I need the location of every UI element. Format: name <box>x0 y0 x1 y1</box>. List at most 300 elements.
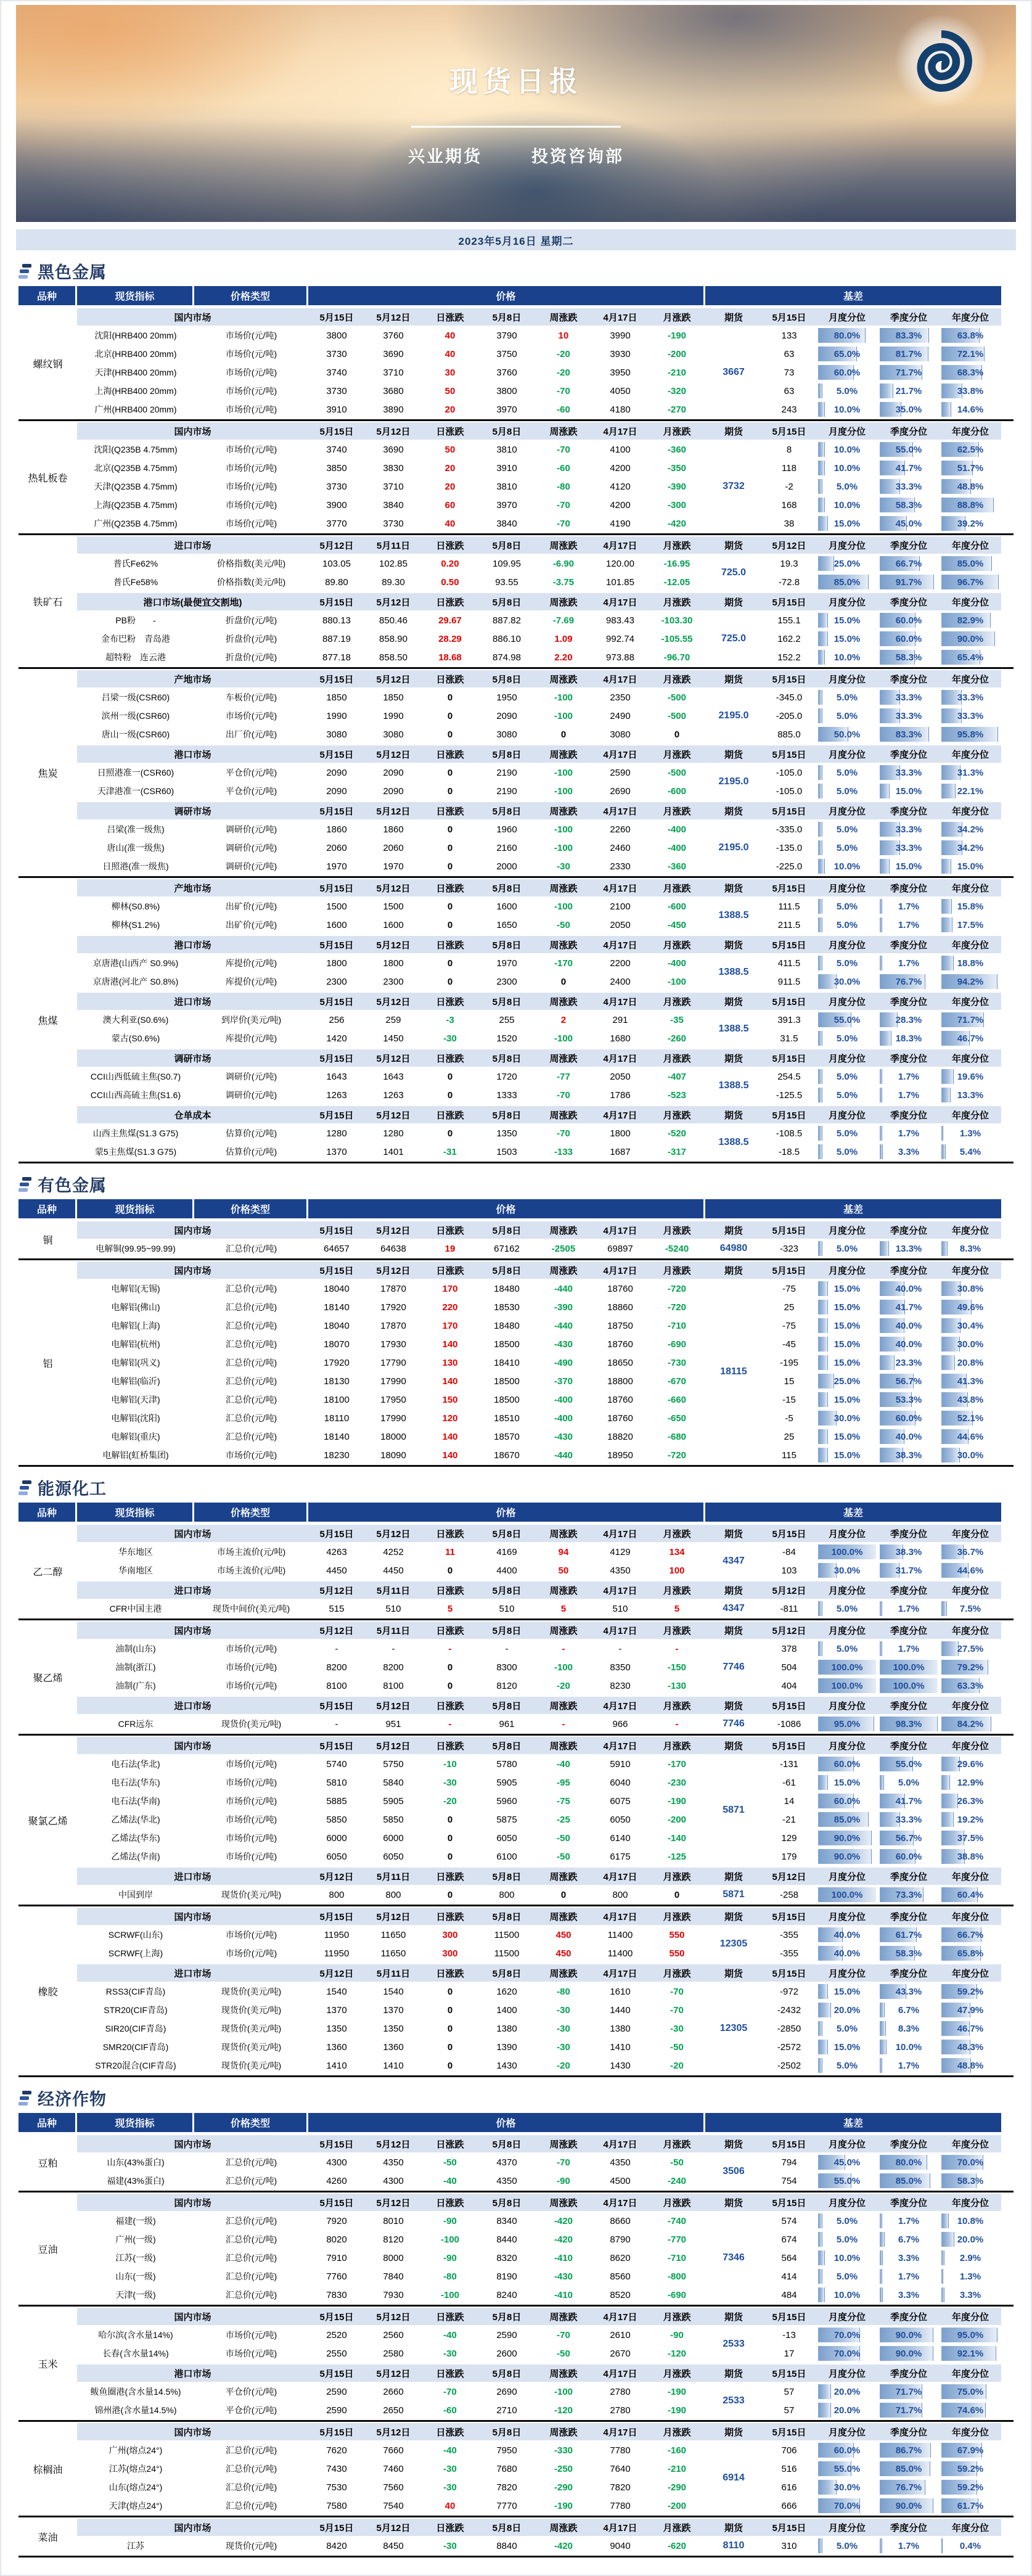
percentile-value: 30.0% <box>833 976 861 987</box>
percentile-value: 76.7% <box>895 2482 922 2493</box>
header-variety: 品种 <box>18 1503 77 1522</box>
change-cell: -170 <box>667 1758 687 1770</box>
monthly-percentile-cell <box>818 1755 876 1773</box>
section-title-text: 黑色金属 <box>38 263 107 282</box>
column-header: 年度分位 <box>940 2519 1001 2536</box>
change-cell: -7.69 <box>552 615 575 626</box>
column-header: 期货 <box>705 593 762 610</box>
quarterly-percentile-cell <box>880 2154 938 2171</box>
indicator-cell: 天津(熔点24°) <box>109 2501 163 2511</box>
yearly-percentile-cell <box>941 1774 999 1791</box>
percentile-value: 36.7% <box>957 1546 984 1557</box>
percentile-value: 65.0% <box>833 348 861 359</box>
basis-cell: 391.3 <box>777 1014 801 1025</box>
change-cell: 19 <box>444 1243 456 1254</box>
percentile-value: 60.4% <box>957 1889 984 1900</box>
section-title-text: 有色金属 <box>38 1176 107 1195</box>
column-header: 季度分位 <box>878 422 940 440</box>
change-cell: -70 <box>557 2157 570 2168</box>
price-cell: 1786 <box>610 1089 631 1101</box>
price-cell: 1680 <box>610 1033 631 1044</box>
percentile-value: 75.0% <box>957 2386 984 2397</box>
commodity-block <box>18 421 1014 535</box>
column-header: 4月17日 <box>592 2135 649 2152</box>
change-cell: -100 <box>554 842 573 853</box>
percentile-value: 30.8% <box>957 1283 984 1294</box>
percentile-value: 27.5% <box>957 1643 984 1654</box>
monthly-percentile-cell <box>818 2286 876 2303</box>
price-cell: 7660 <box>383 2445 404 2456</box>
basis-cell: -75 <box>782 1283 796 1294</box>
change-cell: -350 <box>667 462 687 474</box>
price-type-cell: 调研价(元/吨) <box>225 1090 277 1100</box>
futures-price: 2195.0 <box>718 842 749 853</box>
column-header: 日涨跌 <box>422 422 478 440</box>
yearly-percentile-cell <box>941 1926 999 1943</box>
price-cell: 1600 <box>496 901 517 912</box>
monthly-percentile-cell <box>818 1829 876 1847</box>
price-type-cell: 到岸价(美元/吨) <box>221 1015 282 1025</box>
yearly-percentile-cell <box>941 382 999 400</box>
price-type-cell: 汇总价(元/吨) <box>225 1321 277 1331</box>
change-cell: -30 <box>443 2348 457 2359</box>
change-cell: -60 <box>557 462 570 474</box>
change-cell: -50 <box>557 1832 570 1844</box>
price-cell: 1600 <box>326 919 347 930</box>
column-header: 年度分位 <box>940 1697 1001 1714</box>
yearly-percentile-cell <box>941 1240 999 1257</box>
basis-cell: -195 <box>779 1357 799 1368</box>
price-cell: 9040 <box>610 2540 631 2551</box>
price-type-cell: 平仓价(元/吨) <box>225 768 277 777</box>
column-header: 5月8日 <box>478 1106 535 1123</box>
change-cell: 550 <box>669 1929 685 1940</box>
change-cell: -190 <box>667 2386 687 2397</box>
change-cell: -133 <box>554 1146 573 1157</box>
column-header: 期货 <box>705 1261 762 1279</box>
column-header: 5月15日 <box>762 2135 816 2152</box>
column-header: 月涨跌 <box>649 1908 705 1925</box>
monthly-percentile-cell <box>818 1715 876 1733</box>
percentile-value: 5.0% <box>836 1033 858 1044</box>
column-header: 期货 <box>705 745 762 763</box>
monthly-percentile-cell <box>818 2402 876 2419</box>
basis-cell: -355 <box>779 1929 799 1940</box>
header-price_group: 价格 <box>308 2113 705 2132</box>
change-cell: -400 <box>667 824 687 835</box>
change-cell: -390 <box>667 481 687 492</box>
column-header: 5月12日 <box>762 1581 816 1599</box>
price-type-cell: 市场价(元/吨) <box>225 386 277 396</box>
basis-cell: 111.5 <box>778 901 800 912</box>
column-header: 4月17日 <box>592 879 649 896</box>
indicator-cell: 普氏Fe58% <box>113 577 158 587</box>
price-cell: 1350 <box>496 1128 517 1139</box>
commodity-name: 玉米 <box>38 2359 58 2370</box>
market-subsection <box>77 935 1014 991</box>
percentile-value: 21.7% <box>895 385 922 396</box>
change-cell: -200 <box>667 1814 687 1825</box>
price-cell: 11950 <box>324 1929 350 1940</box>
change-cell: -95 <box>557 1777 570 1788</box>
column-header: 日涨跌 <box>422 1261 478 1279</box>
column-header: 季度分位 <box>878 2308 940 2325</box>
price-cell: 5905 <box>383 1795 404 1807</box>
column-header: 5月15日 <box>308 879 365 896</box>
change-cell: -5240 <box>665 1243 689 1254</box>
column-header: 季度分位 <box>878 670 940 687</box>
change-cell: 120 <box>442 1413 458 1424</box>
monthly-percentile-cell <box>818 689 876 706</box>
yearly-percentile-cell <box>941 2268 999 2285</box>
report-title: 现货日报 <box>449 65 583 97</box>
price-cell: 6000 <box>383 1832 404 1844</box>
market-label: 国内市场 <box>77 1261 308 1279</box>
column-header: 5月15日 <box>762 1049 816 1067</box>
monthly-percentile-cell <box>818 1011 876 1028</box>
column-header: 5月12日 <box>365 879 422 896</box>
basis-cell: 378 <box>781 1643 797 1654</box>
price-cell: 4100 <box>610 444 631 455</box>
indicator-cell: 江苏(一级) <box>115 2253 156 2263</box>
price-cell: 2590 <box>496 2329 517 2340</box>
price-cell: 510 <box>612 1603 628 1614</box>
price-cell: 800 <box>385 1889 401 1900</box>
yearly-percentile-cell <box>941 2154 999 2171</box>
basis-cell: -15 <box>782 1394 796 1405</box>
price-type-cell: 汇总价(元/吨) <box>225 2157 277 2167</box>
column-header: 年度分位 <box>940 745 1001 763</box>
column-header: 5月15日 <box>308 670 365 687</box>
price-cell: 1350 <box>326 2023 347 2034</box>
percentile-value: 3.3% <box>959 2289 981 2300</box>
column-header: 5月12日 <box>365 2135 422 2152</box>
percentile-value: 20.0% <box>833 2405 861 2416</box>
percentile-value: 5.0% <box>836 824 858 835</box>
commodity-block <box>18 2134 1014 2192</box>
price-cell: 4200 <box>610 462 631 474</box>
futures-price: 1388.5 <box>718 1080 749 1091</box>
basis-cell: -225.0 <box>776 861 803 872</box>
percentile-value: 3.3% <box>898 1146 920 1157</box>
percentile-value: 5.0% <box>836 1128 858 1139</box>
column-header: 月度分位 <box>816 1697 878 1714</box>
quarterly-percentile-cell <box>880 1240 938 1257</box>
price-cell: 18230 <box>324 1450 350 1461</box>
quarterly-percentile-cell <box>880 1886 938 1903</box>
section-title <box>18 2090 1031 2108</box>
commodity-subsections <box>77 2517 1014 2556</box>
indicator-cell: 油制(广东) <box>115 1681 156 1691</box>
percentile-value: 5.4% <box>959 1146 981 1157</box>
monthly-percentile-cell <box>818 515 876 532</box>
column-header: 月涨跌 <box>649 670 705 687</box>
price-cell: 7430 <box>326 2463 347 2474</box>
column-header: 5月12日 <box>308 536 365 554</box>
basis-cell: 794 <box>781 2157 797 2168</box>
price-cell: 8300 <box>496 1662 517 1673</box>
indicator-cell: 金布巴粉 青岛港 <box>101 634 170 644</box>
price-cell: 8240 <box>496 2289 517 2300</box>
column-header: 月度分位 <box>816 2423 878 2440</box>
column-header: 月度分位 <box>816 1049 878 1067</box>
percentile-value: 56.7% <box>895 1376 922 1387</box>
indicator-cell: 日照港(准一级焦) <box>102 861 169 871</box>
percentile-value: 41.3% <box>957 1376 984 1387</box>
section-table <box>18 286 1014 1163</box>
column-header: 5月15日 <box>308 1221 365 1239</box>
price-cell: 17990 <box>380 1376 406 1387</box>
price-type-cell: 现货价(美元/吨) <box>221 2005 282 2015</box>
monthly-percentile-cell <box>818 1030 876 1047</box>
change-cell: -420 <box>554 2234 573 2245</box>
indicator-cell: 广州(Q235B 4.75mm) <box>94 519 178 528</box>
column-header: 月涨跌 <box>649 2135 705 2152</box>
commodity-subsections <box>77 2134 1014 2191</box>
column-header: 年度分位 <box>940 802 1001 819</box>
column-header: 月涨跌 <box>649 308 705 326</box>
change-cell: -20 <box>443 1795 457 1807</box>
quarterly-percentile-cell <box>880 1125 938 1142</box>
change-cell: -100 <box>440 2289 460 2300</box>
price-cell: 11500 <box>494 1948 520 1959</box>
column-header: 周涨跌 <box>535 1106 592 1123</box>
price-type-cell: 汇总价(元/吨) <box>225 2501 277 2511</box>
market-subsection <box>77 2363 1014 2420</box>
commodity-name: 螺纹钢 <box>33 359 63 370</box>
change-cell: -650 <box>667 1413 687 1424</box>
basis-cell: -335.0 <box>776 824 803 835</box>
percentile-value: 12.9% <box>957 1777 984 1788</box>
indicator-cell: SCRWF(山东) <box>108 1930 163 1940</box>
change-cell: 1.09 <box>554 633 573 644</box>
market-label: 调研市场 <box>77 1049 308 1067</box>
column-header: 5月8日 <box>478 536 535 554</box>
header-price_type: 价格类型 <box>194 2113 308 2132</box>
column-header: 日涨跌 <box>422 1868 478 1885</box>
price-type-cell: 车板价(元/吨) <box>225 692 277 702</box>
change-cell: -440 <box>554 1283 573 1294</box>
monthly-percentile-cell <box>818 2057 876 2074</box>
column-header: 年度分位 <box>940 2423 1001 2440</box>
column-header: 5月12日 <box>365 1908 422 1925</box>
column-header: 月度分位 <box>816 1622 878 1639</box>
change-cell: -40 <box>443 2445 457 2456</box>
column-header: 5月15日 <box>762 670 816 687</box>
price-cell: 1970 <box>383 861 404 872</box>
price-cell: 2300 <box>496 976 517 987</box>
section-bullet-icon <box>18 263 31 281</box>
table-header-row <box>18 286 1014 305</box>
column-header: 5月12日 <box>365 2194 422 2211</box>
column-header: 年度分位 <box>940 1261 1001 1279</box>
price-type-cell: 折盘价(元/吨) <box>225 634 277 644</box>
section-bullet-icon <box>18 2090 31 2108</box>
price-cell: 3840 <box>383 499 404 511</box>
change-cell: -500 <box>667 767 687 778</box>
monthly-percentile-cell <box>818 1068 876 1085</box>
indicator-cell: 京唐港(河北产 S0.8%) <box>92 977 179 987</box>
market-subsection <box>77 421 1014 533</box>
price-cell: 2490 <box>610 710 631 721</box>
column-header: 5月12日 <box>365 1737 422 1754</box>
quarterly-percentile-cell <box>880 1086 938 1104</box>
percentile-value: 22.1% <box>957 786 984 797</box>
column-header: 月涨跌 <box>649 1106 705 1123</box>
price-type-cell: 市场价(元/吨) <box>225 463 277 473</box>
change-cell: -440 <box>554 1320 573 1331</box>
price-cell: 6040 <box>610 1777 631 1788</box>
quarterly-percentile-cell <box>880 2383 938 2400</box>
monthly-percentile-cell <box>818 898 876 915</box>
change-cell: 0 <box>447 958 453 969</box>
quarterly-percentile-cell <box>880 2268 938 2285</box>
column-header: 5月15日 <box>762 2308 816 2325</box>
change-cell: -190 <box>667 1795 687 1807</box>
price-type-cell: 折盘价(元/吨) <box>225 652 277 662</box>
column-header: 日涨跌 <box>422 936 478 953</box>
price-cell: 6175 <box>610 1851 631 1862</box>
percentile-value: 95.0% <box>833 1718 861 1729</box>
basis-cell: -5 <box>785 1413 793 1424</box>
column-header: 4月17日 <box>592 745 649 763</box>
basis-cell: 666 <box>781 2500 797 2511</box>
percentile-value: 28.3% <box>895 1014 922 1025</box>
percentile-value: 85.0% <box>895 2175 922 2186</box>
column-header: 日涨跌 <box>422 993 478 1010</box>
section-title <box>18 1479 1031 1498</box>
price-cell: 7820 <box>496 2482 517 2493</box>
column-header: 期货 <box>705 422 762 440</box>
yearly-percentile-cell <box>941 478 999 495</box>
price-cell: 89.30 <box>382 576 405 588</box>
basis-cell: -345.0 <box>776 692 803 703</box>
percentile-value: 40.0% <box>833 1948 861 1959</box>
quarterly-percentile-cell <box>880 2345 938 2362</box>
monthly-percentile-cell <box>818 2537 876 2554</box>
change-cell: -100 <box>554 1662 573 1673</box>
indicator-cell: SIR20(CIF青岛) <box>105 2024 166 2033</box>
yearly-percentile-cell <box>941 1600 999 1617</box>
column-header: 5月15日 <box>308 2423 365 2440</box>
quarterly-percentile-cell <box>880 1446 938 1464</box>
quarterly-percentile-cell <box>880 2249 938 2266</box>
price-cell: 256 <box>329 1014 345 1025</box>
yearly-percentile-cell <box>941 1125 999 1142</box>
futures-price: 4347 <box>723 1603 745 1614</box>
monthly-percentile-cell <box>818 764 876 781</box>
percentile-value: 67.9% <box>957 2445 984 2456</box>
price-cell: 7780 <box>610 2445 631 2456</box>
column-header: 年度分位 <box>940 2194 1001 2211</box>
percentile-value: 26.3% <box>957 1795 984 1807</box>
column-header: 5月15日 <box>762 745 816 763</box>
price-cell: 1540 <box>383 1986 404 1997</box>
change-cell: -96.70 <box>663 652 690 663</box>
percentile-value: 33.3% <box>895 481 922 492</box>
market-subsection <box>77 1866 1014 1905</box>
column-header: 周涨跌 <box>535 802 592 819</box>
percentile-value: 5.0% <box>836 1643 858 1654</box>
price-cell: 7760 <box>326 2271 347 2282</box>
column-header: 周涨跌 <box>535 2365 592 2382</box>
change-cell: -90 <box>443 2252 457 2263</box>
percentile-value: 94.2% <box>957 976 984 987</box>
change-cell: -3 <box>446 1014 454 1025</box>
section-table <box>18 1503 1014 2077</box>
yearly-percentile-cell <box>941 2057 999 2074</box>
change-cell: 0.50 <box>441 576 459 588</box>
column-header: 4月17日 <box>592 536 649 554</box>
basis-cell: 484 <box>781 2289 797 2300</box>
price-cell: 69897 <box>607 1243 633 1254</box>
price-cell: 8340 <box>496 2215 517 2226</box>
change-cell: -600 <box>667 786 687 797</box>
monthly-percentile-cell <box>818 1600 876 1617</box>
column-header: 5月12日 <box>365 745 422 763</box>
basis-cell: 31.5 <box>780 1033 798 1044</box>
column-header: 季度分位 <box>878 1908 940 1925</box>
basis-cell: 706 <box>781 2445 797 2456</box>
monthly-percentile-cell <box>818 782 876 800</box>
monthly-percentile-cell <box>818 364 876 381</box>
column-header: 5月8日 <box>478 1581 535 1599</box>
monthly-percentile-cell <box>818 441 876 458</box>
change-cell: -370 <box>554 1376 573 1387</box>
price-cell: 2190 <box>496 786 517 797</box>
price-cell: 3690 <box>383 444 404 455</box>
column-header: 5月15日 <box>308 802 365 819</box>
percentile-value: 38.3% <box>895 1450 922 1461</box>
price-cell: 18510 <box>494 1413 520 1424</box>
price-cell: 3770 <box>326 518 347 529</box>
commodity-block <box>18 669 1014 878</box>
monthly-percentile-cell <box>818 1983 876 2000</box>
market-label: 国内市场 <box>77 1737 308 1754</box>
price-cell: 93.55 <box>495 576 518 588</box>
change-cell: 60 <box>444 499 456 511</box>
percentile-value: 5.0% <box>836 958 858 969</box>
column-header: 5月8日 <box>478 308 535 326</box>
basis-cell: -355 <box>779 1948 799 1959</box>
market-subsection <box>77 801 1014 876</box>
price-cell: - <box>335 1643 338 1654</box>
column-header: 5月15日 <box>308 422 365 440</box>
column-header: 5月15日 <box>308 2194 365 2211</box>
futures-price: 12305 <box>719 1938 748 1949</box>
price-cell: 103.05 <box>322 558 351 569</box>
price-cell: 4500 <box>610 2175 631 2186</box>
percentile-value: 30.0% <box>833 1565 861 1576</box>
column-header: 4月17日 <box>592 2423 649 2440</box>
column-header: 4月17日 <box>592 2365 649 2382</box>
percentile-value: 20.0% <box>833 2386 861 2397</box>
percentile-value: 96.7% <box>957 576 984 588</box>
basis-cell: -61 <box>782 1777 796 1788</box>
column-header: 年度分位 <box>940 879 1001 896</box>
quarterly-percentile-cell <box>880 1677 938 1694</box>
monthly-percentile-cell <box>818 401 876 418</box>
yearly-percentile-cell <box>941 1640 999 1657</box>
basis-cell: -2432 <box>777 2004 801 2016</box>
column-header: 5月8日 <box>478 593 535 610</box>
column-header: 日涨跌 <box>422 802 478 819</box>
column-header: 4月17日 <box>592 1908 649 1925</box>
percentile-value: 88.8% <box>957 499 984 511</box>
change-cell: -30 <box>443 2482 457 2493</box>
percentile-value: 31.3% <box>957 767 984 778</box>
monthly-percentile-cell <box>818 478 876 495</box>
